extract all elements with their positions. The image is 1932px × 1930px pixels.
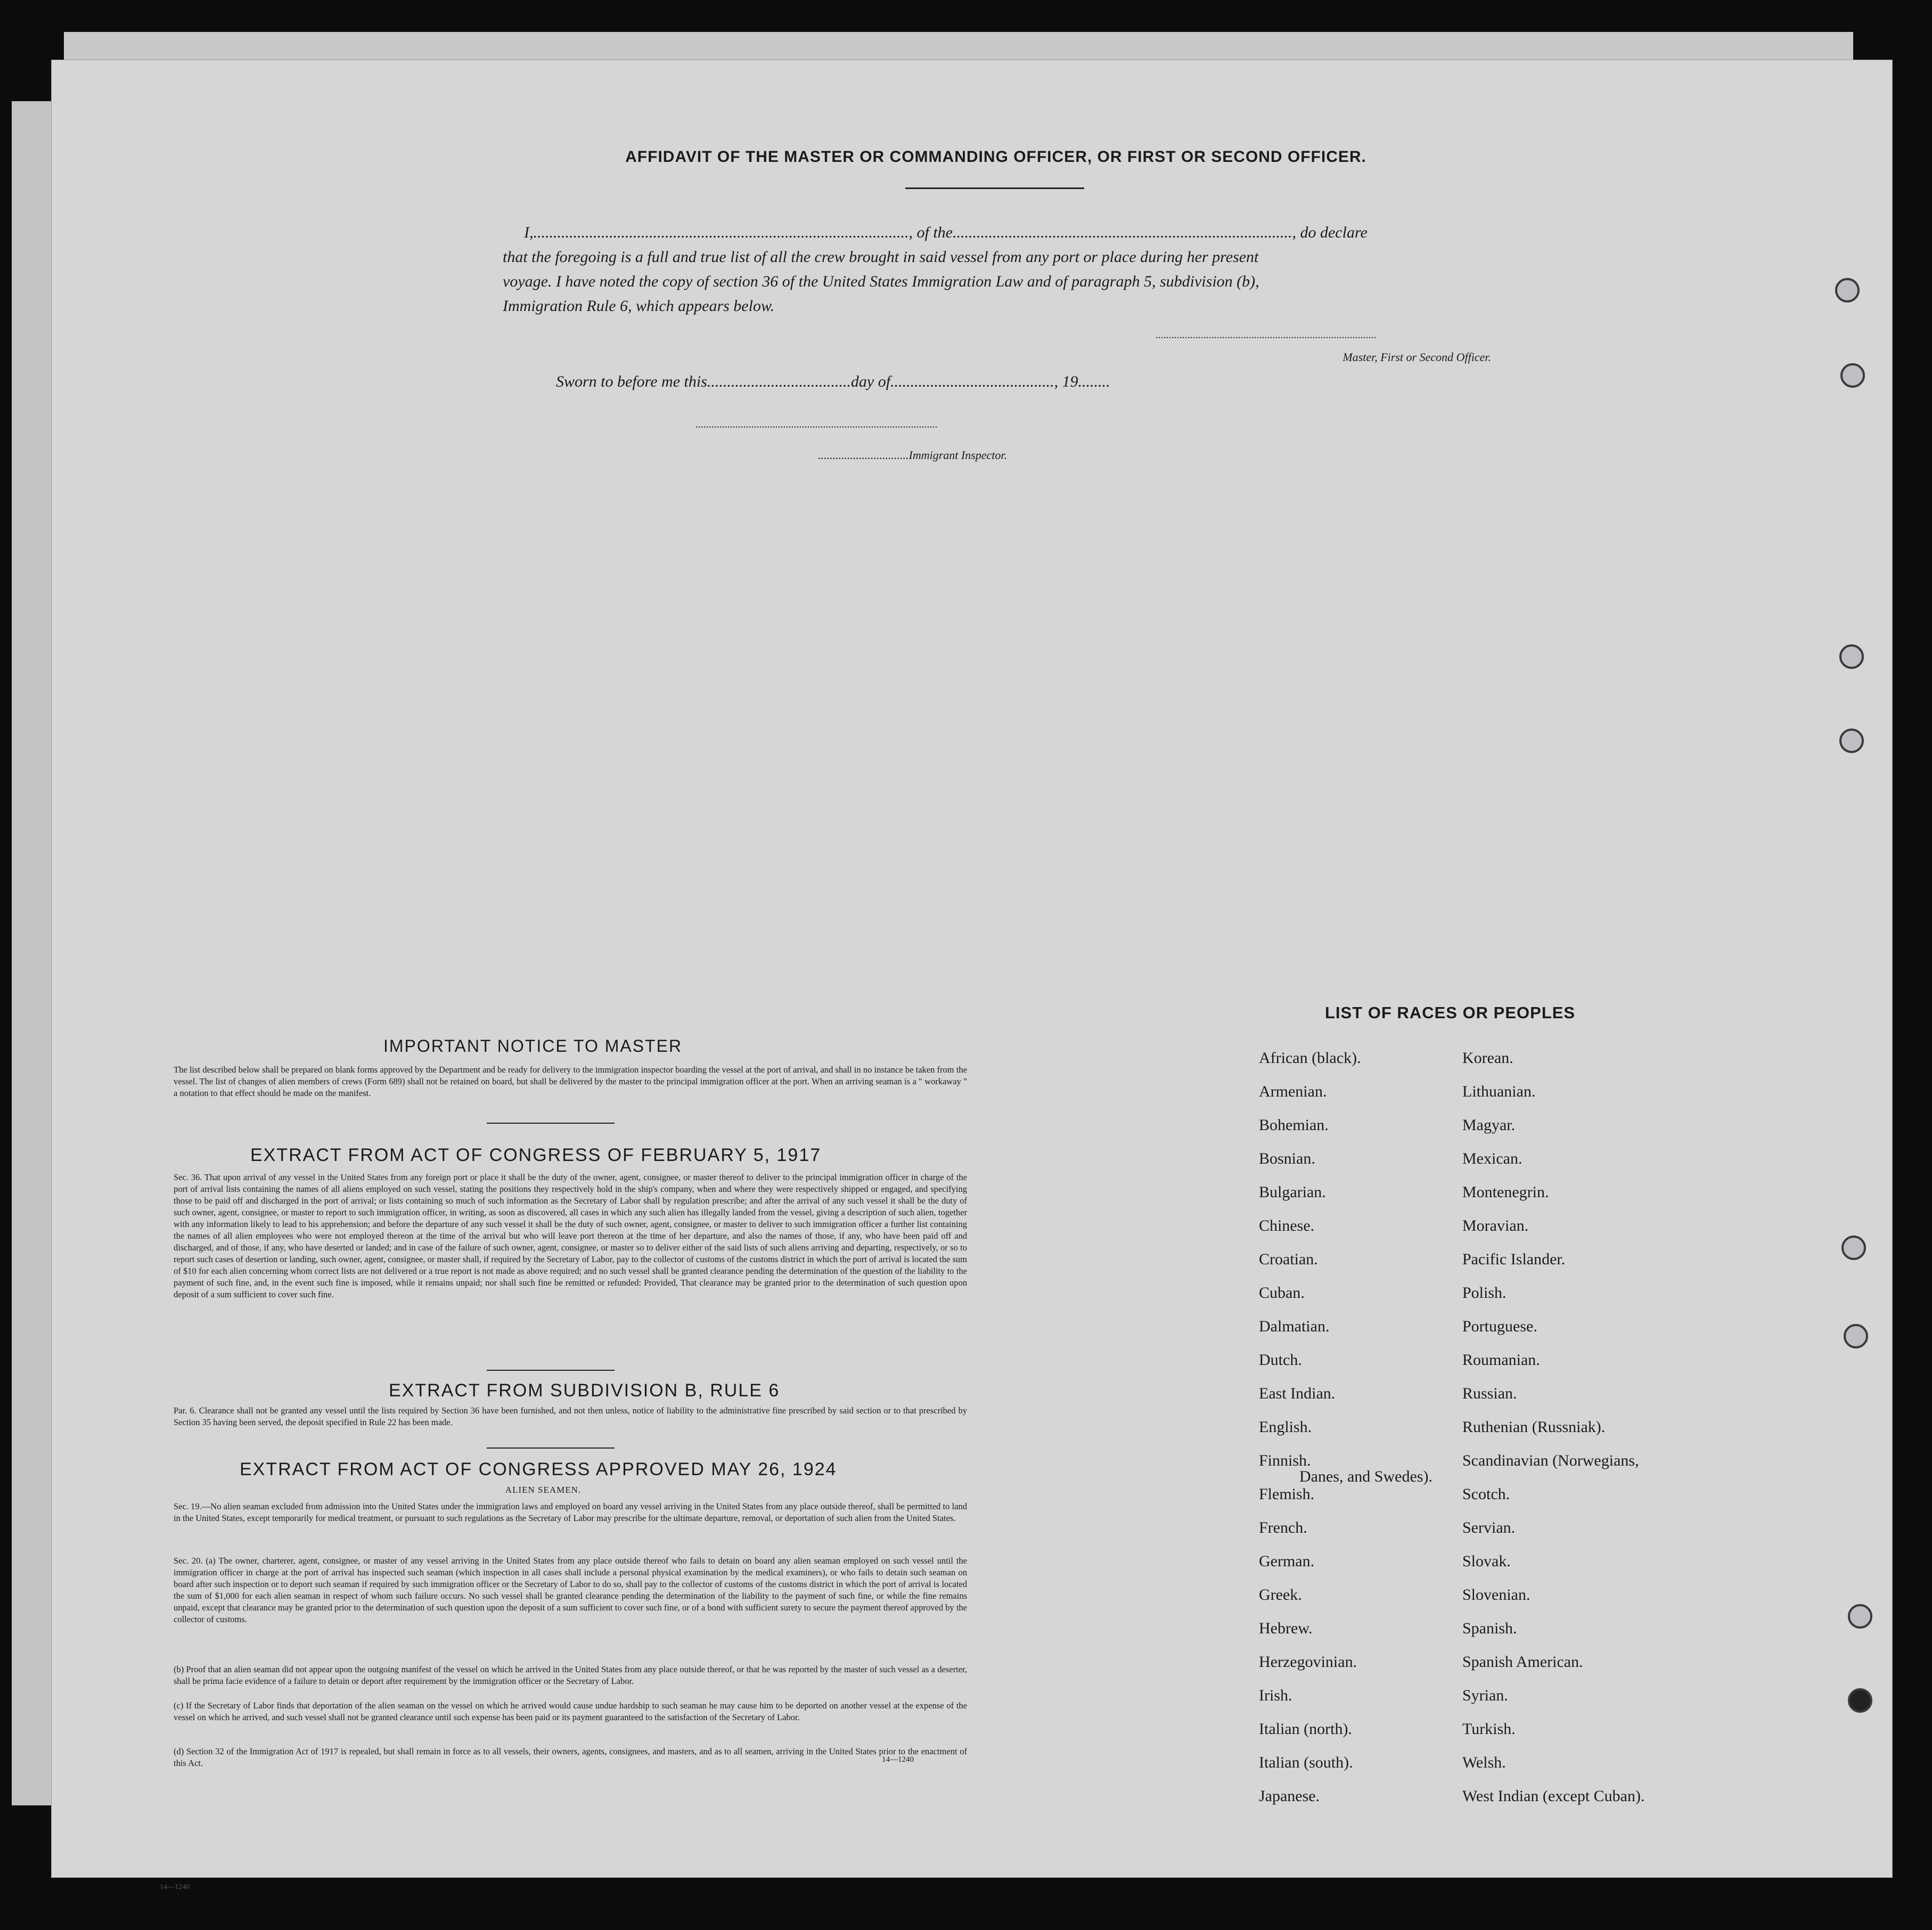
race-right-item: Scotch. — [1462, 1485, 1510, 1503]
section-20b-text: (b) Proof that an alien seaman did not appear upon the outgoing manifest of the vessel on which he arrived in the United States from any place outside thereof, or that he was reported by the master of such vessel as a deserter, shall be prima facie evidence of a failure to detain or deport after requirement by the immigration officer or the Secretary of Labor. — [174, 1664, 967, 1686]
race-right-item: Portuguese. — [1462, 1318, 1537, 1335]
race-right-item: Montenegrin. — [1462, 1183, 1549, 1201]
race-right-item: Slovenian. — [1462, 1586, 1530, 1604]
race-left-item: Hebrew. — [1259, 1620, 1313, 1637]
inspector-signature-line: ........................................................................................... — [695, 419, 938, 430]
race-right-item: West Indian (except Cuban). — [1462, 1787, 1645, 1805]
race-left-item: Bohemian. — [1259, 1116, 1329, 1134]
race-left-item: Armenian. — [1259, 1083, 1327, 1100]
inspector-label: ...............................Immigrant Inspector. — [818, 448, 1008, 462]
corner-form-number: 14—1240 — [160, 1883, 190, 1891]
extract-1917-text: Sec. 36. That upon arrival of any vessel in the United States from any foreign port or place it shall be the duty of the owner, agent, consignee, or master thereof to deliver to the principal immigration officer in charge of the port of arrival lists containing the names of all aliens employed on such vessel, stating the positions they respectively hold in the ship's company, when and where they were respectively shipped or engaged, and specifying those to be paid off and discharged in the port of arrival; or lists containing so much of such information as the Secretary of Labor shall by regulation prescribe; and after the arrival of any such vessel it shall be the duty of such owner, agent, consignee, or master to report to such immigration officer, in writing, as soon as discovered, all cases in which any such alien has illegally landed from the vessel, giving a description of such alien, together with any information likely to lead to his apprehension; and before the departure of any such vessel it shall be the duty of such owner, agent, consignee, or master to deliver to such immigration officer a further list containing the names of all alien employees who were not employed thereon at the time of the arrival but who will leave port thereon at the time of her departure, and also the names of those, if any, who have been paid off and discharged, and of those, if any, who have deserted or landed; and in case of the failure of such owner, agent, consignee, or master so to deliver either of the said lists of such aliens arriving and departing, respectively, or so to report such cases of desertion or landing, such owner, agent, consignee, or master shall, if required by the Secretary of Labor, pay to the collector of customs of the customs district in which the port of arrival is located the sum of $10 for each alien concerning whom correct lists are not delivered or a true report is not made as above required; and no such vessel shall be granted clearance pending the determination of the question of the liability to the payment of such fine, and, in the event such fine is imposed, while it remains unpaid; nor shall such fine be remitted or refunded: Provided, That clearance may be granted prior to the determination of such question upon deposit of a sum sufficient to cover such fine. — [174, 1172, 967, 1299]
binder-hole-6 — [1844, 1324, 1868, 1348]
section-19-text: Sec. 19.—No alien seaman excluded from admission into the United States under the immigration laws and employed on board any vessel arriving in the United States from any place outside thereof, shall be permitted to land in the United States, except temporarily for medical treatment, or pursuant to such regulations as the Secretary of Labor may prescribe for the ultimate departure, removal, or deportation of such alien from the United States. — [174, 1501, 967, 1523]
race-left-item: English. — [1259, 1418, 1312, 1436]
extract-1917-rule — [487, 1370, 615, 1371]
race-left-item: French. — [1259, 1519, 1307, 1536]
race-left-item: German. — [1259, 1552, 1315, 1570]
race-left-item: Irish. — [1259, 1687, 1292, 1704]
section-20d-text: (d) Section 32 of the Immigration Act of 1917 is repealed, but shall remain in force as to all vessels, their owners, agents, consignees, and masters, and as to all seamen, arriving in the United States prior to the enactment of this Act. — [174, 1746, 967, 1768]
race-left-item: Dalmatian. — [1259, 1318, 1330, 1335]
subdivision-text: Par. 6. Clearance shall not be granted any vessel until the lists required by Section 36 have been furnished, and not then unless, notice of liability to the administrative fine prescribed by said section or to that prescribed by Section 35 having been served, the deposit specified in Rule 22 has been made. — [174, 1405, 967, 1427]
race-right-item: Turkish. — [1462, 1720, 1516, 1738]
race-right-item: Danes, and Swedes). — [1299, 1468, 1432, 1485]
race-right-item: Magyar. — [1462, 1116, 1516, 1134]
sworn-line: Sworn to before me this....................................day of........................................., 19........ — [556, 373, 1110, 390]
race-left-item: Flemish. — [1259, 1485, 1315, 1503]
binder-hole-7 — [1848, 1604, 1872, 1629]
notice-rule — [487, 1123, 615, 1124]
race-right-item: Welsh. — [1462, 1754, 1506, 1771]
race-right-item: Moravian. — [1462, 1217, 1529, 1234]
race-right-item: Roumanian. — [1462, 1351, 1540, 1369]
race-left-item: African (black). — [1259, 1049, 1361, 1067]
section-20a-text: Sec. 20. (a) The owner, charterer, agent, consignee, or master of any vessel arriving in the United States from any place outside thereof who fails to detain on board any alien seaman employed on such vessel until the immigration officer in charge at the port of arrival has inspected such seaman (which inspection in all cases shall include a personal physical examination by the medical examiners), or who fails to detain such seaman on board after such inspection or to deport such seaman if required by such immigration officer or the Secretary of Labor to do so, shall pay to the collector of customs of the customs district in which the port of arrival is located the sum of $1,000 for each alien seaman in respect of whom such failure occurs. No such vessel shall be granted clearance pending the determination of the liability to the payment of such fine, or while the fine remains unpaid, except that clearance may be granted prior to the determination of such question upon the deposit of a sum sufficient to cover such fine, or of a bond with sufficient surety to secure the payment thereof approved by the collector of customs. — [174, 1556, 967, 1624]
race-left-item: Chinese. — [1259, 1217, 1315, 1234]
race-right-item: Pacific Islander. — [1462, 1250, 1566, 1268]
race-left-item: Croatian. — [1259, 1250, 1318, 1268]
subdivision-title: EXTRACT FROM SUBDIVISION B, RULE 6 — [389, 1380, 780, 1401]
binder-hole-1 — [1835, 278, 1860, 302]
back-page-edge-left — [12, 101, 54, 1805]
alien-seamen-subtitle: ALIEN SEAMEN. — [505, 1485, 582, 1495]
form-number: 14—1240 — [882, 1755, 914, 1764]
extract-1917-title: EXTRACT FROM ACT OF CONGRESS OF FEBRUARY 5, 1917 — [250, 1145, 822, 1165]
binder-hole-5 — [1841, 1236, 1866, 1260]
race-right-item: Syrian. — [1462, 1687, 1508, 1704]
race-right-item: Russian. — [1462, 1385, 1517, 1402]
signature-label: Master, First or Second Officer. — [1342, 350, 1491, 364]
extract-1924-title: EXTRACT FROM ACT OF CONGRESS APPROVED MAY 26, 1924 — [240, 1459, 837, 1479]
race-right-item: Slovak. — [1462, 1552, 1511, 1570]
binder-hole-2 — [1840, 363, 1865, 388]
signature-line: ................................................................................... — [1156, 329, 1377, 341]
binder-hole-8 — [1848, 1688, 1872, 1713]
race-left-item: Bosnian. — [1259, 1150, 1315, 1167]
race-left-item: Dutch. — [1259, 1351, 1302, 1369]
back-page-edge-top — [64, 32, 1853, 64]
race-right-item: Korean. — [1462, 1049, 1513, 1067]
section-20c-text: (c) If the Secretary of Labor finds that deportation of the alien seaman on the vessel on which he arrived would cause undue hardship to such seaman he may cause him to be deported on another vessel at the expense of the vessel on which he arrived, and such vessel shall not be granted clearance until such expense has been paid or its payment guaranteed to the satisfaction of the Secretary of Labor. — [174, 1700, 967, 1722]
race-right-item: Servian. — [1462, 1519, 1516, 1536]
race-left-item: East Indian. — [1259, 1385, 1336, 1402]
race-left-item: Finnish. — [1259, 1452, 1311, 1469]
race-left-item: Italian (south). — [1259, 1754, 1353, 1771]
affidavit-line-3: voyage. I have noted the copy of section 36 of the United States Immigration Law and of paragraph 5, subdivision (b), — [503, 273, 1259, 290]
race-left-item: Bulgarian. — [1259, 1183, 1326, 1201]
affidavit-title: AFFIDAVIT OF THE MASTER OR COMMANDING OFFICER, OR FIRST OR SECOND OFFICER. — [625, 148, 1366, 166]
notice-text: The list described below shall be prepared on blank forms approved by the Department and be ready for delivery to the immigration inspector boarding the vessel at the port of arrival, and shall in no instance be taken from the vessel. The list of changes of alien members of crews (Form 689) shall not be retained on board, but shall be delivered by the master to the principal immigration officer at the port. When an arriving seaman is a " workaway " a notation to that effect should be made on the manifest. — [174, 1065, 967, 1098]
bleed-through — [351, 447, 1683, 1033]
race-right-item: Lithuanian. — [1462, 1083, 1536, 1100]
race-left-item: Greek. — [1259, 1586, 1302, 1604]
race-left-item: Cuban. — [1259, 1284, 1305, 1302]
race-right-item: Spanish American. — [1462, 1653, 1583, 1671]
race-right-item: Ruthenian (Russniak). — [1462, 1418, 1606, 1436]
races-title: LIST OF RACES OR PEOPLES — [1325, 1003, 1576, 1022]
affidavit-line-1: I,.............................................................................................., of the....................................................................................., do declare — [524, 224, 1368, 241]
race-right-item: Mexican. — [1462, 1150, 1522, 1167]
race-left-item: Japanese. — [1259, 1787, 1320, 1805]
affidavit-line-4: Immigration Rule 6, which appears below. — [503, 297, 775, 315]
race-right-item: Scandinavian (Norwegians, — [1462, 1452, 1639, 1469]
race-left-item: Herzegovinian. — [1259, 1653, 1357, 1671]
affidavit-title-rule — [905, 187, 1084, 189]
notice-title: IMPORTANT NOTICE TO MASTER — [383, 1036, 683, 1056]
binder-hole-4 — [1839, 729, 1864, 753]
subdivision-rule — [487, 1448, 615, 1449]
binder-hole-3 — [1839, 644, 1864, 669]
affidavit-line-2: that the foregoing is a full and true list of all the crew brought in said vessel from any port or place during her present — [503, 248, 1259, 266]
race-right-item: Polish. — [1462, 1284, 1507, 1302]
race-left-item: Italian (north). — [1259, 1720, 1352, 1738]
race-right-item: Spanish. — [1462, 1620, 1517, 1637]
